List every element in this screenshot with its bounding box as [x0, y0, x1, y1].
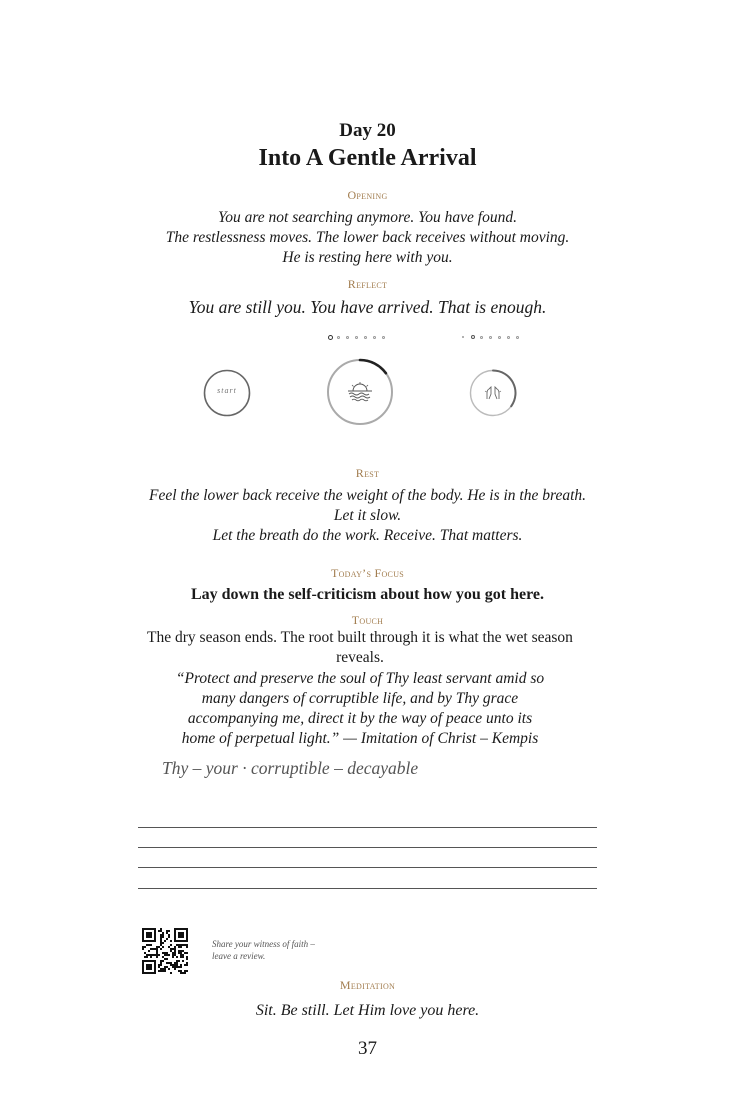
- quote-line: many dangers of corruptible life, and by Thy grace: [201, 690, 519, 707]
- focus-text: Lay down the self-criticism about how you got here.: [190, 586, 545, 603]
- left-step-dots: [328, 333, 398, 341]
- reflect-text: You are still you. You have arrived. That is enough.: [188, 297, 547, 317]
- step-dot: [489, 336, 492, 339]
- quote-line: “Protect and preserve the soul of Thy least servant amid so: [175, 670, 545, 687]
- step-dot: [337, 336, 340, 339]
- rest-line: Let the breath do the work. Receive. That matters.: [212, 527, 523, 544]
- step-dot: [498, 336, 501, 339]
- reflect-label: Reflect: [347, 277, 388, 291]
- qr-code-icon[interactable]: [142, 928, 188, 974]
- writing-line[interactable]: [138, 867, 597, 868]
- sunrise-waves-icon: [346, 382, 374, 402]
- step-dot: [382, 336, 385, 339]
- review-prompt: [212, 938, 315, 962]
- page-number: 37: [358, 1038, 377, 1059]
- step-dot: [462, 336, 464, 338]
- praying-hands-icon: [484, 386, 502, 400]
- rest-line: Feel the lower back receive the weight of the body. He is in the breath.: [148, 487, 587, 504]
- breath-circle[interactable]: [326, 358, 394, 426]
- step-dot: [373, 336, 376, 339]
- rest-line: Let it slow.: [333, 507, 402, 524]
- page-title: Into A Gentle Arrival: [258, 145, 477, 171]
- quote-line: accompanying me, direct it by the way of peace unto its: [187, 710, 533, 727]
- meditation-text: Sit. Be still. Let Him love you here.: [255, 1002, 480, 1019]
- start-label: start: [217, 386, 237, 395]
- focus-label: Today’s Focus: [330, 566, 405, 580]
- opening-line: The restlessness moves. The lower back receives without moving.: [165, 229, 570, 246]
- step-dot: [516, 336, 519, 339]
- day-number: Day 20: [339, 120, 396, 141]
- rest-label: Rest: [355, 466, 380, 480]
- step-dot: [507, 336, 510, 339]
- step-dot: [364, 336, 367, 339]
- opening-line: He is resting here with you.: [282, 249, 453, 266]
- writing-line[interactable]: [138, 827, 597, 828]
- kempis-quote: [150, 669, 570, 749]
- meditation-label: Meditation: [339, 978, 396, 992]
- writing-line[interactable]: [138, 847, 597, 848]
- review-line: Share your witness of faith –: [212, 939, 315, 949]
- writing-line[interactable]: [138, 888, 597, 889]
- word-gloss: Thy – your · corruptible – decayable: [162, 758, 419, 778]
- opening-text: [0, 208, 735, 268]
- step-dot: [346, 336, 349, 339]
- prayer-circle[interactable]: [469, 369, 517, 417]
- start-button[interactable]: [203, 369, 251, 417]
- rest-text: [0, 486, 735, 546]
- review-line: leave a review.: [212, 951, 266, 961]
- opening-label: Opening: [347, 188, 388, 202]
- right-step-dots: [462, 333, 532, 341]
- touch-label: Touch: [351, 613, 384, 627]
- touch-text: The dry season ends. The root built through it is what the wet season reveals.: [147, 629, 573, 666]
- opening-line: You are not searching anymore. You have found.: [218, 209, 517, 226]
- step-dot: [471, 335, 475, 339]
- step-dot: [355, 336, 358, 339]
- quote-line: home of perpetual light.” — Imitation of Christ – Kempis: [181, 730, 539, 747]
- step-dot: [480, 336, 483, 339]
- step-dot: [328, 335, 333, 340]
